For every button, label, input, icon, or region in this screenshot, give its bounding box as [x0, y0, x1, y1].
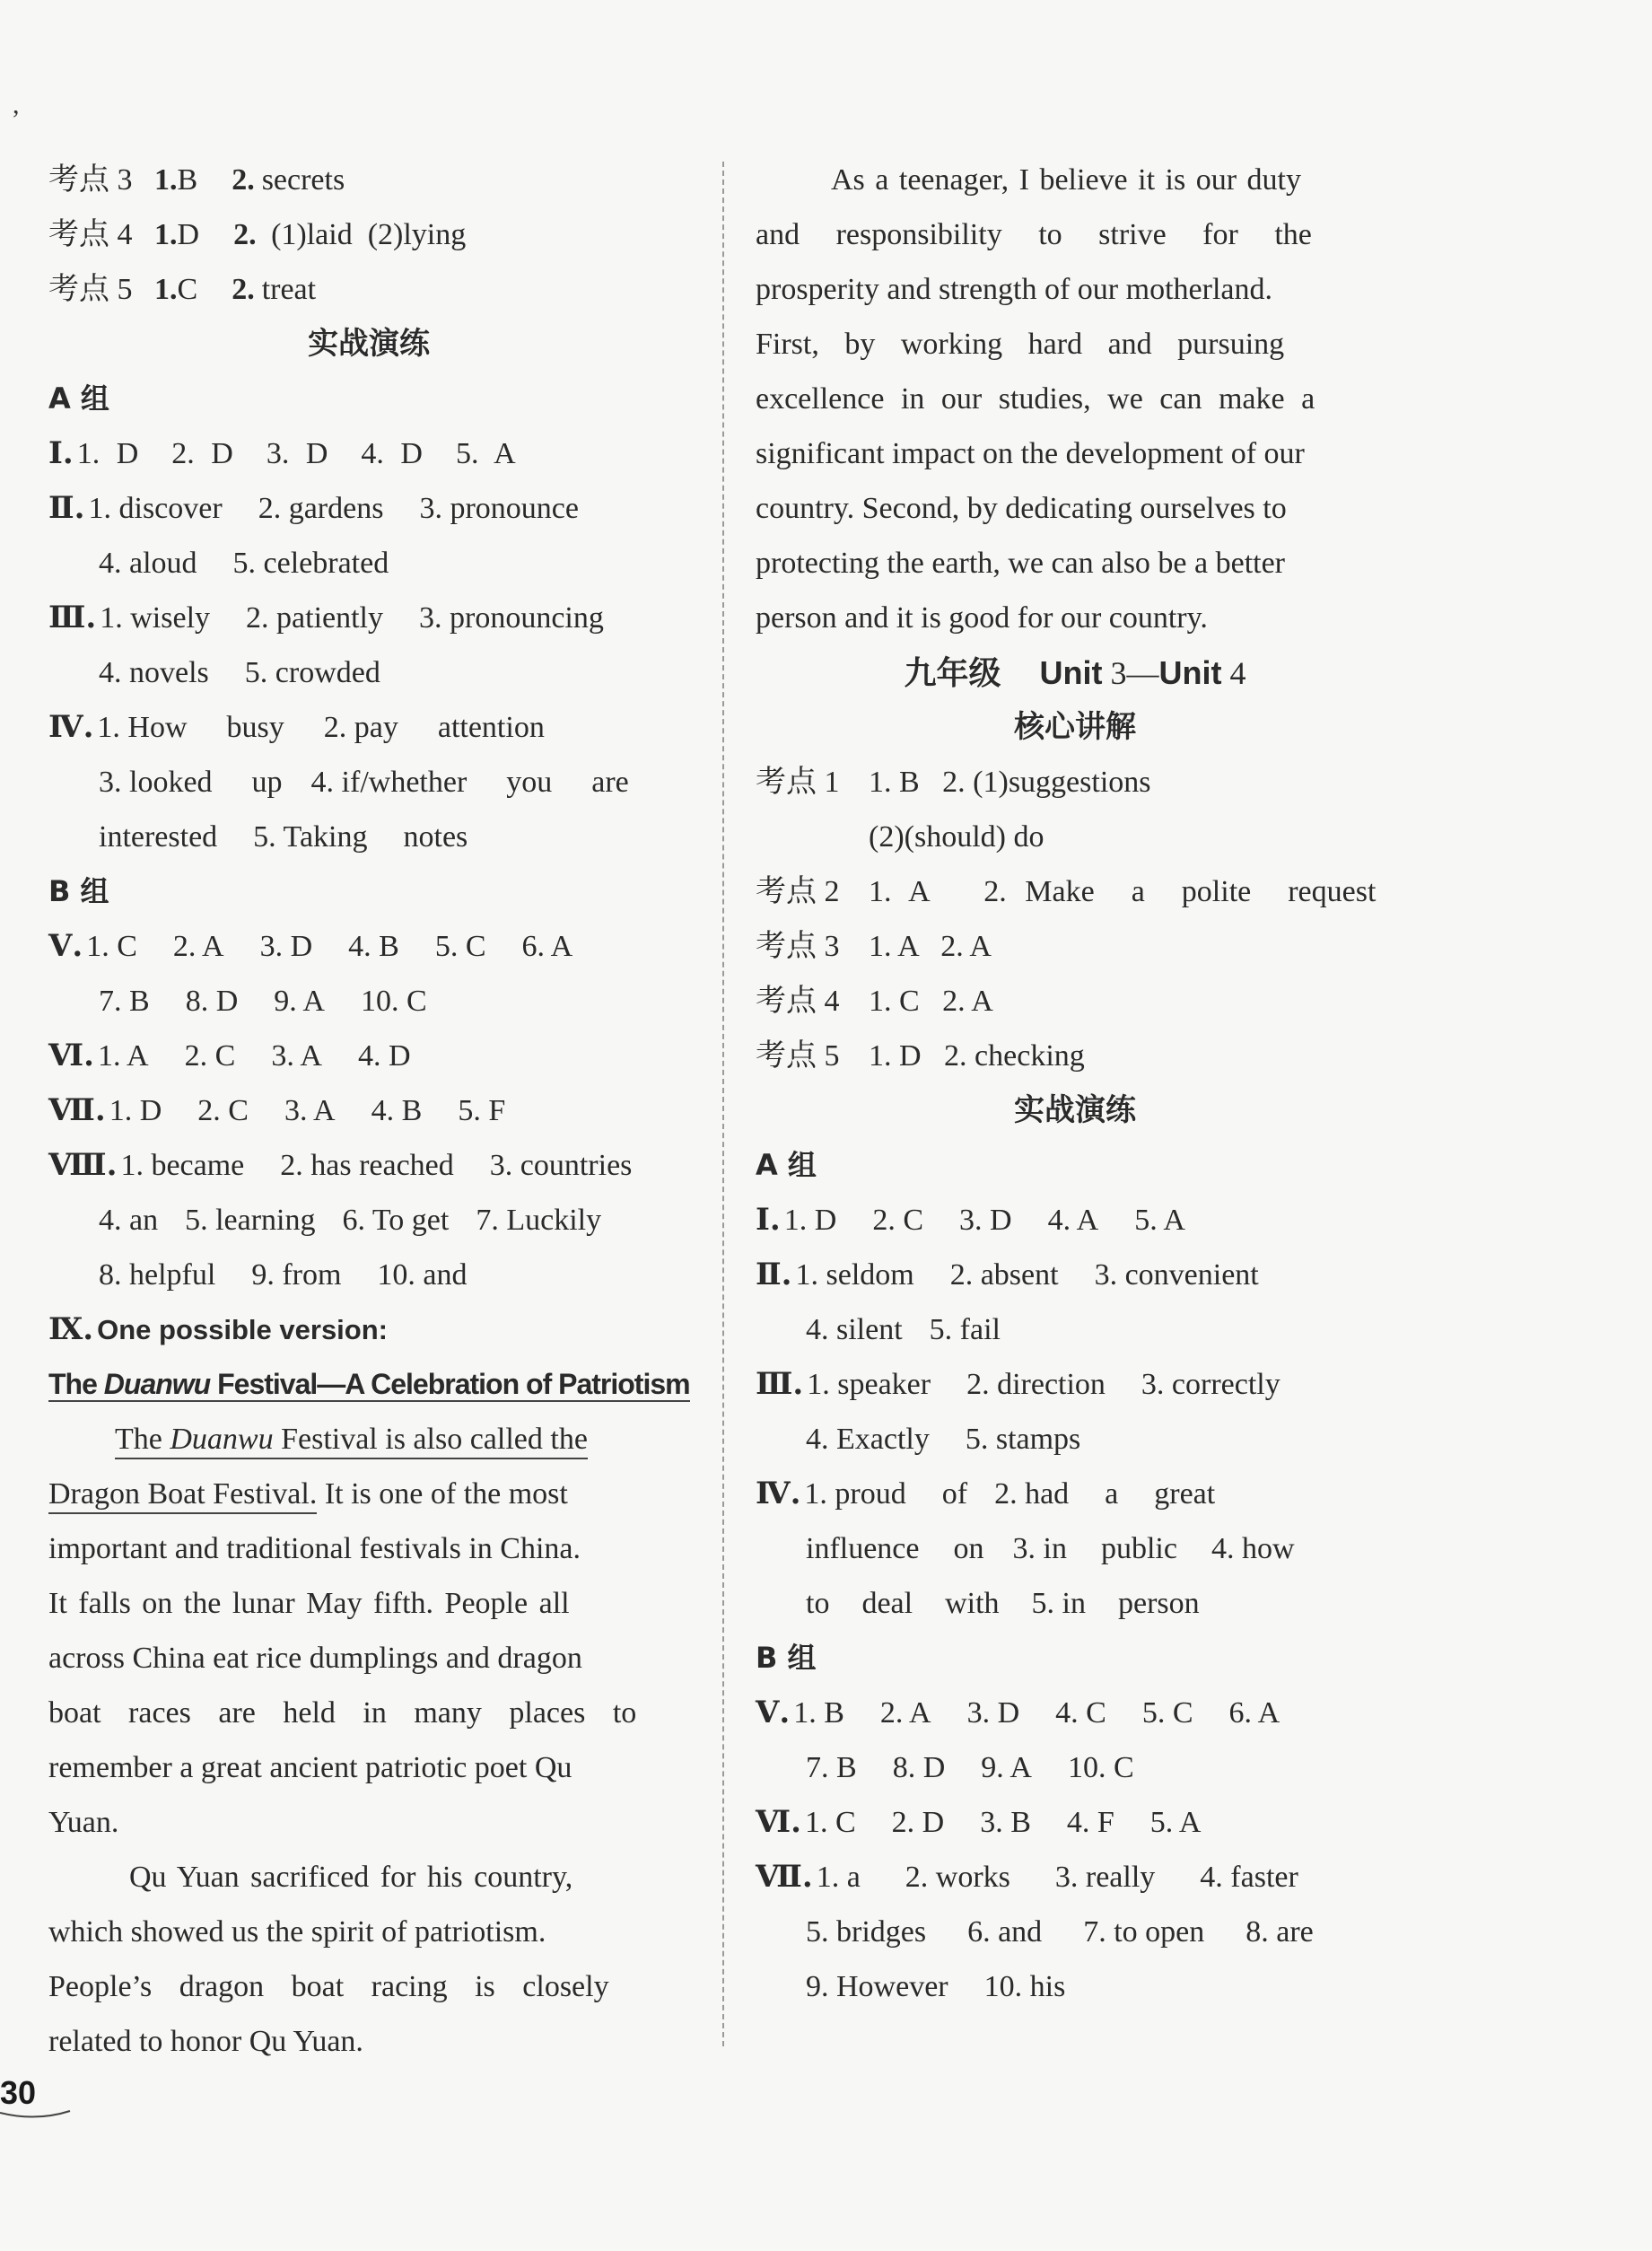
group-a-label-right: A 组 [756, 1148, 817, 1182]
answer: 6. and [967, 1915, 1043, 1949]
essay-p1-line-7: remember a great ancient patriotic poet Qu [48, 1751, 573, 1784]
a-line-8 [48, 810, 689, 864]
essay-p2-line-4: related to honor Qu Yuan. [48, 2025, 363, 2058]
answer: 2. C [184, 1039, 236, 1073]
underlined-sentence [115, 1423, 588, 1459]
answer: 5. learning [185, 1204, 316, 1237]
r-kaodian-1-cont [756, 810, 1394, 864]
roman-numeral: Ⅶ. [756, 1859, 813, 1895]
answer: 9. A [981, 1751, 1032, 1784]
answer: 8. D [892, 1751, 946, 1784]
answer: 1. seldom [795, 1258, 914, 1292]
essay-p3-line-1: As a teenager, I believe it is our duty [831, 163, 1301, 197]
essay-p1-line-3: important and traditional festivals in China. [48, 1532, 581, 1565]
answer: 5. celebrated [232, 547, 389, 580]
answer: 4. aloud [99, 547, 197, 580]
answer: 1. became [120, 1149, 245, 1182]
a-line-1 [48, 426, 689, 481]
text: Festival is also called the [273, 1423, 588, 1456]
roman-numeral: Ⅰ. [756, 1202, 781, 1238]
page-number-swoosh [0, 2109, 72, 2145]
answer: 9. However [806, 1970, 948, 2003]
roman-numeral: Ⅳ. [756, 1476, 801, 1511]
answer: 4. an [99, 1204, 159, 1237]
answer: 4. Exactly [806, 1423, 930, 1456]
answers: 1. B 2. (1)suggestions [869, 766, 1151, 799]
answer: 2. direction [966, 1368, 1106, 1401]
roman-numeral: Ⅲ. [756, 1366, 804, 1402]
answer: 5. A [1134, 1204, 1185, 1237]
kaodian-5-line [48, 262, 689, 317]
grade-label: 九年级 [904, 655, 1001, 692]
left-column [48, 153, 689, 2069]
answer: 4. B [371, 1094, 423, 1127]
answer: 1. C [86, 930, 137, 963]
rb-line-4 [756, 1850, 1394, 1905]
answer: 2. had [994, 1477, 1070, 1511]
kaodian-label: 考点 4 [48, 218, 133, 251]
b-line-7 [48, 1248, 689, 1302]
answer: 2. absent [949, 1258, 1059, 1292]
answer: great [1154, 1477, 1216, 1511]
answer: 3. in [1012, 1532, 1067, 1565]
answer: notes [403, 820, 468, 854]
rb-line-5 [756, 1905, 1394, 1959]
a-line-3 [48, 536, 689, 591]
essay-p1-line-8: Yuan. [48, 1806, 119, 1839]
answer: 5. C [434, 930, 486, 963]
roman-numeral: Ⅰ. [48, 435, 74, 471]
answers: 1. A 2. Make a polite request [869, 875, 1377, 908]
essay-p3-line-9: person and it is good for our country. [756, 601, 1208, 635]
a-line-2 [48, 481, 689, 536]
essay-p3-line-7: country. Second, by dedicating ourselves to [756, 492, 1287, 525]
answer: 3. B [980, 1806, 1031, 1839]
kaodian-label: 考点 3 [756, 930, 840, 963]
answer: 5. F [458, 1094, 506, 1127]
answer: 5. bridges [806, 1915, 927, 1949]
answer: interested [99, 820, 218, 854]
answer: 3. looked [99, 766, 213, 799]
title-part: The [48, 1368, 104, 1400]
core-heading: 核心讲解 [1014, 709, 1136, 745]
ra-line-6 [756, 1467, 1394, 1521]
answer: up [251, 766, 283, 799]
answer: 2. C [197, 1094, 249, 1127]
answer: 1. discover [88, 492, 223, 525]
answer: 2. gardens [258, 492, 384, 525]
group-a-label: A 组 [48, 381, 109, 416]
kaodian-4-line [48, 207, 689, 262]
practice-heading-right: 实战演练 [1014, 1092, 1136, 1128]
answer: 2. has reached [280, 1149, 454, 1182]
r-kaodian-4 [756, 974, 1394, 1029]
essay-p3-line-6: significant impact on the development of our [756, 437, 1305, 470]
a-line-5 [48, 645, 689, 700]
answer: of [941, 1477, 968, 1511]
answers: 1. D 2. D 3. D 4. D 5. A [76, 437, 516, 470]
answer: B [177, 163, 198, 197]
answer: 1. a [816, 1861, 861, 1894]
answer: 4. silent [806, 1313, 903, 1346]
answer: 2. D [891, 1806, 945, 1839]
answer: 5. stamps [965, 1423, 1081, 1456]
answer: to [806, 1587, 830, 1620]
roman-numeral: Ⅸ. [48, 1311, 94, 1347]
stray-mark: , [13, 90, 20, 119]
answer: 3. A [271, 1039, 322, 1073]
answer: 4. novels [99, 656, 209, 689]
kaodian-label: 考点 4 [756, 985, 840, 1018]
unit-number: 4 [1221, 655, 1246, 691]
answer: 1. A [97, 1039, 149, 1073]
r-kaodian-5 [756, 1029, 1394, 1083]
roman-numeral: Ⅷ. [48, 1147, 118, 1183]
answer: 3. D [959, 1204, 1012, 1237]
answer: 1. C [804, 1806, 856, 1839]
answer: 2. C [872, 1204, 923, 1237]
essay-p3-line-5: excellence in our studies, we can make a [756, 382, 1315, 416]
answer: 3. convenient [1094, 1258, 1259, 1292]
r-kaodian-3 [756, 919, 1394, 974]
q-num: 1. [154, 218, 178, 251]
kaodian-label: 考点 5 [756, 1039, 840, 1073]
answer: 4. D [358, 1039, 411, 1073]
a-line-4 [48, 591, 689, 645]
answer: 4. F [1066, 1806, 1114, 1839]
answer: 3. correctly [1141, 1368, 1281, 1401]
rb-line-3 [756, 1795, 1394, 1850]
answer: 10. and [377, 1258, 468, 1292]
r-kaodian-2 [756, 864, 1394, 919]
ra-line-8 [756, 1576, 1394, 1631]
answer: 6. A [521, 930, 573, 963]
b-line-1 [48, 919, 689, 974]
essay-p1-line-6: boat races are held in many places to [48, 1696, 637, 1730]
ra-line-7 [756, 1521, 1394, 1576]
b-line-3 [48, 1029, 689, 1083]
text: It is one of the most [317, 1477, 568, 1511]
answer: 4. how [1211, 1532, 1295, 1565]
answer: 8. helpful [99, 1258, 216, 1292]
answer: 4. B [348, 930, 399, 963]
page-number: 30 [0, 2074, 37, 2111]
roman-numeral: Ⅱ. [48, 490, 85, 526]
answer: public [1100, 1532, 1177, 1565]
kaodian-3-line [48, 153, 689, 207]
column-divider [722, 162, 724, 2046]
answer: 3. pronouncing [419, 601, 604, 635]
essay-p3-line-2: and responsibility to strive for the [756, 218, 1312, 251]
answer: 6. A [1228, 1696, 1281, 1730]
underlined-text: Dragon Boat Festival. [48, 1477, 317, 1514]
answer: 4. A [1047, 1204, 1099, 1237]
italic-text: Duanwu [170, 1423, 274, 1456]
title-part: Festival—A Celebration of Patriotism [210, 1368, 690, 1400]
right-column [756, 153, 1394, 2014]
answer: 1. D [783, 1204, 837, 1237]
version-label: One possible version: [97, 1314, 388, 1345]
answers: 1. A 2. A [869, 930, 992, 963]
essay-title [48, 1357, 689, 1412]
answer: 10. his [983, 1970, 1066, 2003]
essay-title-text [48, 1368, 690, 1402]
rb-line-6 [756, 1959, 1394, 2014]
answer: 2. patiently [246, 601, 383, 635]
roman-numeral: Ⅴ. [48, 928, 83, 964]
essay-p3-line-4: First, by working hard and pursuing [756, 328, 1285, 361]
answer: 9. from [251, 1258, 342, 1292]
answer: 4. C [1055, 1696, 1106, 1730]
r-kaodian-1 [756, 755, 1394, 810]
answer: 3. A [284, 1094, 336, 1127]
answer: attention [437, 711, 545, 744]
unit-number: 3— [1102, 655, 1159, 691]
kaodian-label: 考点 2 [756, 875, 840, 908]
unit-heading [756, 645, 1394, 700]
essay-p1-line-5: across China eat rice dumplings and dragon [48, 1642, 582, 1675]
answer: 3. really [1054, 1861, 1156, 1894]
answer: 10. C [1067, 1751, 1134, 1784]
kaodian-label: 考点 3 [48, 163, 133, 197]
q-num: 2. [232, 163, 255, 197]
a-line-6 [48, 700, 689, 755]
answer: 7. to open [1083, 1915, 1205, 1949]
title-italic: Duanwu [103, 1368, 211, 1400]
answer: 5. A [1149, 1806, 1202, 1839]
kaodian-label: 考点 5 [48, 273, 133, 306]
answer: 8. are [1246, 1915, 1314, 1949]
answer: 1. speaker [807, 1368, 931, 1401]
answer: 7. B [99, 985, 150, 1018]
roman-numeral: Ⅶ. [48, 1092, 106, 1128]
roman-numeral: Ⅳ. [48, 709, 94, 745]
text: The [115, 1423, 170, 1456]
answer: treat [261, 273, 317, 306]
answer: 7. Luckily [476, 1204, 602, 1237]
answer: are [591, 766, 629, 799]
answer: 6. To get [342, 1204, 450, 1237]
answer: 4. if/whether [310, 766, 468, 799]
answer: deal [861, 1587, 913, 1620]
practice-heading: 实战演练 [308, 326, 430, 362]
answer: 7. B [806, 1751, 857, 1784]
essay-p3-line-8: protecting the earth, we can also be a better [756, 547, 1286, 580]
answer: (1)laid (2)lying [263, 218, 467, 251]
q-num: 2. [233, 218, 257, 251]
answer: 3. D [966, 1696, 1020, 1730]
essay-p3-line-3: prosperity and strength of our motherland. [756, 273, 1272, 306]
answer: 10. C [360, 985, 427, 1018]
answer: on [953, 1532, 984, 1565]
answer: 9. A [274, 985, 325, 1018]
roman-numeral: Ⅱ. [756, 1257, 792, 1292]
essay-p2-line-2: which showed us the spirit of patriotism. [48, 1915, 546, 1949]
b-line-2 [48, 974, 689, 1029]
ra-line-3 [756, 1302, 1394, 1357]
group-b-label: B 组 [48, 874, 109, 908]
answer: 2. A [172, 930, 224, 963]
ra-line-1 [756, 1193, 1394, 1248]
answers: (2)(should) do [869, 820, 1045, 854]
answer: 1. How [97, 711, 188, 744]
answer: 2. pay [323, 711, 398, 744]
unit-word: Unit [1039, 654, 1103, 691]
answer: 5. crowded [244, 656, 380, 689]
b-line-6 [48, 1193, 689, 1248]
answer: C [177, 273, 198, 306]
rb-line-2 [756, 1740, 1394, 1795]
answer: D [177, 218, 200, 251]
answer: 2. A [879, 1696, 931, 1730]
answer: 1. D [109, 1094, 162, 1127]
roman-numeral: Ⅵ. [756, 1804, 801, 1840]
q-num: 1. [154, 163, 178, 197]
q-num: 2. [232, 273, 255, 306]
q-num: 1. [154, 273, 178, 306]
ra-line-2 [756, 1248, 1394, 1302]
ra-line-5 [756, 1412, 1394, 1467]
answer: 3. pronounce [419, 492, 579, 525]
answer: 5. Taking [253, 820, 368, 854]
answer: secrets [261, 163, 345, 197]
b-line-8 [48, 1302, 689, 1357]
unit-word: Unit [1158, 654, 1222, 691]
answer: 3. countries [489, 1149, 633, 1182]
roman-numeral: Ⅵ. [48, 1038, 94, 1073]
rb-line-1 [756, 1686, 1394, 1740]
roman-numeral: Ⅲ. [48, 600, 97, 635]
answer: with [945, 1587, 1000, 1620]
a-line-7 [48, 755, 689, 810]
essay-p2-line-3: People’s dragon boat racing is closely [48, 1970, 609, 2003]
answers: 1. C 2. A [869, 985, 993, 1018]
answer: 8. D [185, 985, 239, 1018]
essay-p1-line-2 [48, 1467, 689, 1521]
answers: 1. D 2. checking [869, 1039, 1085, 1073]
answer: 5. C [1141, 1696, 1193, 1730]
essay-p2-line-1: Qu Yuan sacrificed for his country, [129, 1861, 573, 1894]
answer: 5. in [1031, 1587, 1086, 1620]
answer: 2. works [905, 1861, 1010, 1894]
answer: person [1118, 1587, 1200, 1620]
answer: influence [806, 1532, 920, 1565]
answer: you [506, 766, 553, 799]
essay-p1-line-4: It falls on the lunar May fifth. People all [48, 1587, 570, 1620]
ra-line-4 [756, 1357, 1394, 1412]
answer: a [1105, 1477, 1119, 1511]
b-line-5 [48, 1138, 689, 1193]
b-line-4 [48, 1083, 689, 1138]
answer: busy [226, 711, 284, 744]
answer: 4. faster [1200, 1861, 1298, 1894]
group-b-label-right: B 组 [756, 1641, 817, 1675]
answer: 5. fail [929, 1313, 1001, 1346]
answer: 3. D [259, 930, 313, 963]
answer: 1. B [793, 1696, 844, 1730]
answer: 1. proud [804, 1477, 906, 1511]
roman-numeral: Ⅴ. [756, 1695, 791, 1730]
essay-p1-line-1 [48, 1412, 689, 1467]
kaodian-label: 考点 1 [756, 766, 840, 799]
answer: 1. wisely [100, 601, 211, 635]
